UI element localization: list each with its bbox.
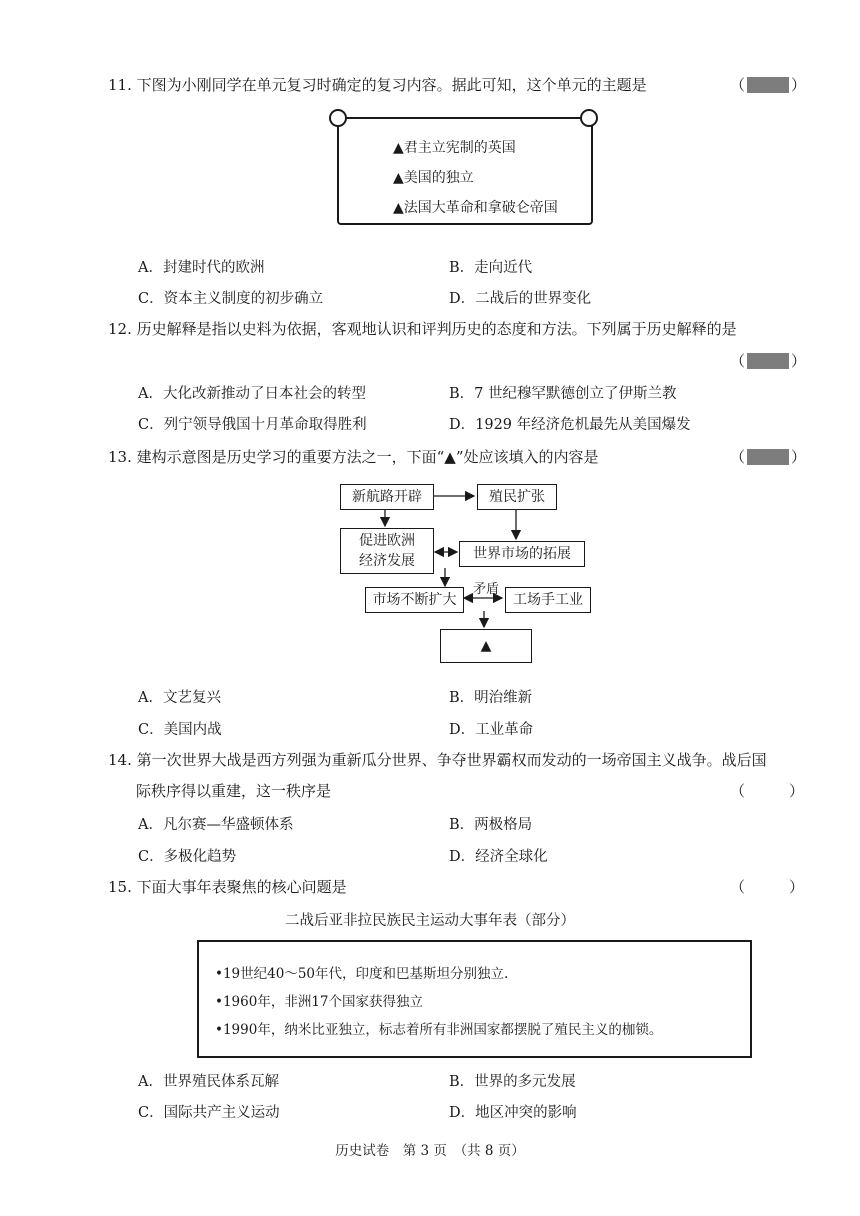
- q12-option-d: D．1929 年经济危机最先从美国爆发: [449, 417, 691, 433]
- paren-close: ）: [789, 782, 805, 800]
- scroll-item: ▲君主立宪制的英国: [393, 140, 516, 156]
- paren-close: ）: [791, 448, 807, 466]
- timeline-event: •1990年，纳米比亚独立，标志着所有非洲国家都摆脱了殖民主义的枷锁。: [215, 1022, 663, 1038]
- timeline-event: •19世纪40～50年代，印度和巴基斯坦分别独立.: [215, 966, 509, 982]
- page-footer: 历史试卷 第 3 页 （共 8 页）: [335, 1143, 525, 1159]
- redaction-blot: [747, 353, 789, 369]
- q14-option-d: D．经济全球化: [449, 849, 548, 865]
- scroll-item: ▲法国大革命和拿破仑帝国: [393, 200, 558, 216]
- scroll-body: [337, 117, 593, 225]
- q13-option-c: C．美国内战: [138, 722, 222, 738]
- paren-open: （: [730, 448, 746, 466]
- q12-option-b: B．7 世纪穆罕默德创立了伊斯兰教: [449, 386, 677, 402]
- paren-close: ）: [791, 76, 807, 94]
- box-colonial: 殖民扩张: [477, 484, 557, 510]
- q12-option-c: C．列宁领导俄国十月革命取得胜利: [138, 417, 367, 433]
- q13-option-d: D．工业革命: [449, 722, 534, 738]
- q11-answer-paren: [730, 74, 806, 95]
- q11-option-a: A．封建时代的欧洲: [138, 260, 265, 276]
- q15-table-title: 二战后亚非拉民族民主运动大事年表（部分）: [285, 913, 575, 929]
- q13-answer-paren: [730, 446, 806, 467]
- q13-option-b: B．明治维新: [449, 690, 533, 706]
- paren-open: （: [730, 76, 746, 94]
- q14-stem-line1: 14. 第一次世界大战是西方列强为重新瓜分世界、争夺世界霸权而发动的一场帝国主义战争。战后国: [108, 751, 767, 769]
- q12-option-a: A．大化改新推动了日本社会的转型: [138, 386, 366, 402]
- q14-stem-line2: 际秩序得以重建，这一秩序是: [136, 782, 332, 800]
- scroll-item: ▲美国的独立: [393, 170, 474, 186]
- q12-stem: 12. 历史解释是指以史料为依据，客观地认识和评判历史的态度和方法。下列属于历史解释的是: [108, 320, 737, 338]
- q11-scroll: [325, 105, 600, 233]
- q15-option-d: D．地区冲突的影响: [449, 1105, 577, 1121]
- q15-timeline-box: [197, 940, 752, 1058]
- q15-stem: 15. 下面大事年表聚焦的核心问题是: [108, 878, 347, 896]
- redaction-blot: [747, 77, 789, 93]
- q11-option-b: B．走向近代: [449, 260, 533, 276]
- box-promote-economy: 促进欧洲 经济发展: [340, 528, 434, 574]
- box-market-expand: 市场不断扩大: [365, 587, 464, 613]
- q13-option-a: A．文艺复兴: [138, 690, 221, 706]
- paren-close: ）: [791, 352, 807, 370]
- paren-open: （: [730, 352, 746, 370]
- q11-stem: 11. 下图为小刚同学在单元复习时确定的复习内容。据此可知，这个单元的主题是: [108, 76, 647, 94]
- q14-option-a: A．凡尔赛—华盛顿体系: [138, 817, 294, 833]
- box-blank: ▲: [440, 629, 532, 663]
- q14-answer-paren: [730, 780, 804, 801]
- scroll-curl-right: [580, 109, 598, 127]
- q14-option-c: C．多极化趋势: [138, 849, 237, 865]
- box-world-market: 世界市场的拓展: [459, 541, 585, 567]
- redaction-blot: [747, 449, 789, 465]
- scroll-curl-left: [329, 109, 347, 127]
- q13-stem: 13. 建构示意图是历史学习的重要方法之一，下面“▲”处应该填入的内容是: [108, 448, 599, 466]
- paren-close: ）: [789, 878, 805, 896]
- timeline-event: •1960年，非洲17个国家获得独立: [215, 994, 423, 1010]
- q11-option-c: C．资本主义制度的初步确立: [138, 291, 324, 307]
- q15-option-b: B．世界的多元发展: [449, 1074, 576, 1090]
- q12-answer-paren: [730, 350, 806, 371]
- paren-open: （: [730, 878, 746, 896]
- q15-answer-paren: [730, 876, 804, 897]
- box-manufacture: 工场手工业: [505, 587, 591, 613]
- paren-open: （: [730, 782, 746, 800]
- q11-option-d: D．二战后的世界变化: [449, 291, 592, 307]
- q15-option-c: C．国际共产主义运动: [138, 1105, 280, 1121]
- q14-option-b: B．两极格局: [449, 817, 533, 833]
- q15-option-a: A．世界殖民体系瓦解: [138, 1074, 279, 1090]
- box-new-routes: 新航路开辟: [340, 484, 434, 510]
- label-contradiction: 矛盾: [473, 582, 500, 597]
